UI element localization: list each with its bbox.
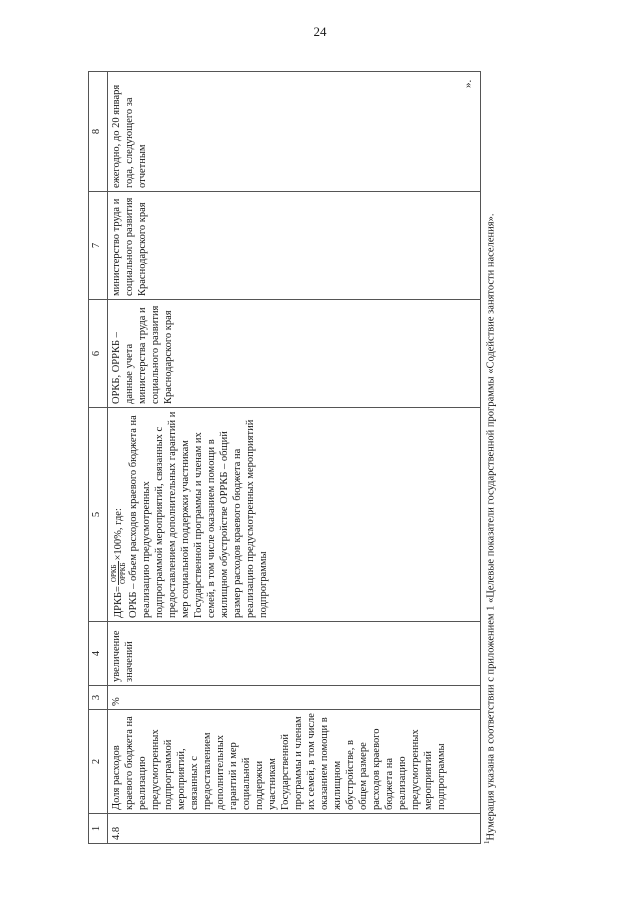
- trend: увеличение значений: [108, 622, 481, 686]
- indicator-table: [88, 71, 481, 844]
- formula-numerator: ОРКБ: [110, 562, 119, 586]
- page-number: 24: [313, 24, 327, 39]
- footnote-text: Нумерация указана в соответствии с приложением 1 «Целевые показатели государственной программы «Содействие занятости населения».: [485, 213, 497, 841]
- header-col-1: 1: [89, 814, 108, 844]
- formula-fraction: [110, 562, 127, 586]
- table-header-row: [89, 72, 108, 844]
- header-col-2: 2: [89, 710, 108, 814]
- row-number: 4.8: [108, 814, 481, 844]
- formula-lhs: ДРКБ: [112, 591, 124, 618]
- formula: ДРКБ= ОРКБ ОРРКБ ×100%, где:: [110, 508, 127, 618]
- unit: %: [108, 686, 481, 710]
- footnote-marker: 1: [483, 840, 491, 844]
- header-col-8: 8: [89, 72, 108, 192]
- header-col-7: 7: [89, 192, 108, 300]
- header-col-3: 3: [89, 686, 108, 710]
- responsible-body: министерство труда и социального развития Краснодарского края: [108, 192, 481, 300]
- footnote: [480, 84, 499, 844]
- table-row: [108, 72, 481, 844]
- reporting-timing: ежегодно, до 20 января года, следующего за отчетным: [108, 72, 481, 192]
- rotated-table-sheet: [88, 72, 528, 844]
- header-col-5: 5: [89, 408, 108, 622]
- calculation-method: [108, 408, 481, 622]
- header-col-6: 6: [89, 300, 108, 408]
- formula-rhs: ×100%, где:: [112, 508, 124, 561]
- data-source: ОРКБ, ОРРКБ – данные учета министерства труда и социального развития Краснодарского края: [108, 300, 481, 408]
- formula-description: ОРКБ – объем расходов краевого бюджета на реализацию предусмотренных подпрограммой мероприятий, связанных с предоставлением дополнительных гарантий и мер социальной поддержки участникам Государственной программы и членам их семей, в том числе оказанием помощи в жилищном обустройстве ОРРКБ – общий размер расходов краевого бюджета на реализацию предусмотренных мероприятий подпрограммы: [128, 411, 269, 618]
- indicator-name: Доля расходов краевого бюджета на реализацию предусмотренных подпрограммой мероприятий, связанных с предоставлением дополнительных гарантий и мер социальной поддержки участникам Государственной программы и членам их семей, в том числе оказанием помощи в жилищном обустройстве, в общем размере расходов краевого бюджета на реализацию предусмотренных мероприятий подпрограммы: [108, 710, 481, 814]
- closing-quote-mark: ».: [462, 79, 474, 88]
- header-col-4: 4: [89, 622, 108, 686]
- formula-denominator: ОРРКБ: [119, 562, 127, 585]
